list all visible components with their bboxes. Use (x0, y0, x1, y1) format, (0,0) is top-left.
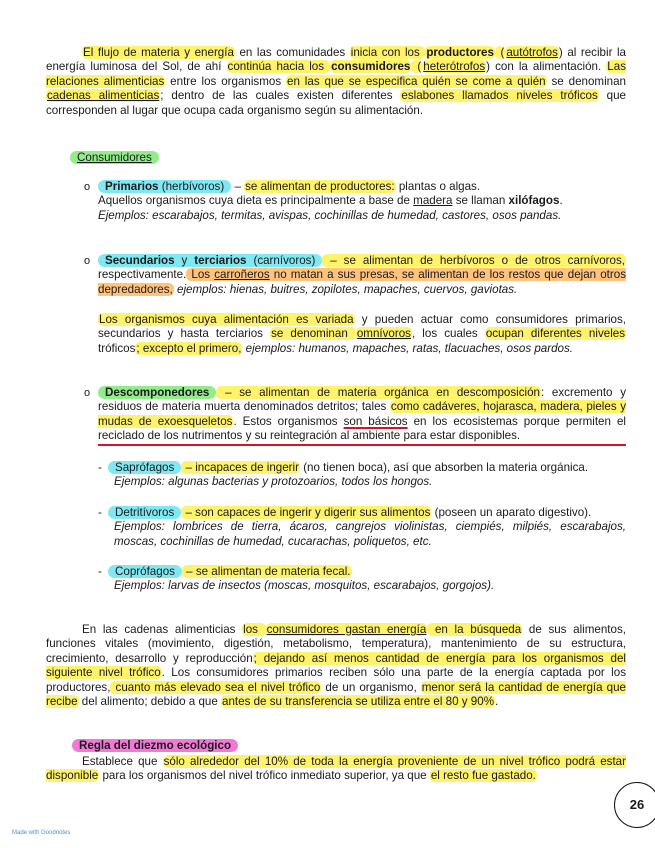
saprofagos-label: Saprófagos (108, 461, 181, 474)
regla-heading: Regla del diezmo ecológico (72, 739, 238, 753)
intro-paragraph: El flujo de materia y energía en las comunidades inicia con los productores ( autótrofos) al recibir la energía luminosa del Sol, de ahí continúa hacia los consumidores ( heterótrofos) con la alimentación. Las relaciones alimenticias entre los organismos en las que se especifica quién se come a quién se denominan cadenas alimenticias; dentro de las cuales existen diferentes eslabones llamados niveles tróficos que corresponden al lugar que ocupa cada organismo según su alimentación. (46, 46, 626, 117)
saprofagos-examples: Ejemplos: algunas bacterias y protozoarios, todos los hongos. (114, 475, 433, 489)
detritivoros-label: Detritívoros (108, 506, 181, 519)
carroneros-highlight: Los carroñeros no matan a sus presas, se alimentan de los restos que dejan otros depredadores, (98, 268, 626, 296)
intro-highlight: El flujo de materia y energía (83, 46, 234, 59)
secundarios-block: Secundarios y terciarios (carnívoros) – se alimentan de herbívoros o de otros carnívoros, respectivamente. Los carroñeros no matan a sus presas, se alimentan de los restos que dejan otros depredadores, ejemplos: hienas, buitres, zopilotes, mapaches, cuervos, gaviotas. (98, 254, 626, 296)
dash-detritivoros: - (98, 506, 102, 519)
detritivoros-block: Detritívoros – son capaces de ingerir y digerir sus alimentos (poseen un aparato digestivo). Ejemplos: lombrices de tierra, ácaros, cangrejos violinistas, ciempiés, milpiés, escarabajos, moscas, cochinillas de humedad, cucarachas, poliquetos, etc. (108, 506, 626, 549)
cadenas-alimenticias-term: cadenas alimenticias (47, 89, 160, 103)
coprofagos-label: Coprófagos (108, 565, 182, 578)
secundarios-examples: ejemplos: hienas, buitres, zopilotes, mapaches, cuervos, gaviotas. (173, 282, 518, 296)
dash-coprofagos: - (98, 565, 102, 578)
xilofagos-term: xilófagos (508, 194, 560, 208)
detritivoros-examples: Ejemplos: lombrices de tierra, ácaros, cangrejos violinistas, ciempiés, milpiés, escarabajos, moscas, cochinillas de humedad, cucarachas, poliquetos, etc. (114, 520, 626, 548)
primarios-label: Primarios (herbívoros) (98, 180, 231, 193)
productores-term: productores (426, 46, 494, 59)
omnivoros-examples: ejemplos: humanos, mapaches, ratas, tlacuaches, osos pardos. (242, 341, 574, 355)
consumidores-term: consumidores (331, 60, 411, 74)
omnivoros-paragraph: Los organismos cuya alimentación es variada y pueden actuar como consumidores primarios, secundarios y hasta terciarios se denominan omnívoros, los cuales ocupan diferentes niveles tróficos; excepto el primero, ejemplos: humanos, mapaches, ratas, tlacuaches, osos pardos. (98, 313, 626, 355)
coprofagos-examples: Ejemplos: larvas de insectos (moscas, mosquitos, escarabajos, gorgojos). (114, 579, 495, 593)
consumidores-heading: Consumidores (70, 151, 159, 165)
bullet-secundarios: o (84, 255, 91, 267)
coprofagos-block: Coprófagos – se alimentan de materia fecal. Ejemplos: larvas de insectos (moscas, mosquitos, escarabajos, gorgojos). (108, 565, 626, 594)
energia-paragraph: En las cadenas alimenticias los consumidores gastan energía en la búsqueda de sus alimentos, funciones vitales (movimiento, digestión, metabolismo, temperatura), mantenimiento de su estructura, crecimiento, desarrollo y reproducción; dejando así menos cantidad de energía para los organismos del siguiente nivel trófico. Los consumidores primarios reciben sólo una parte de la energía captada por los productores, cuanto más elevado sea el nivel trófico de un organismo, menor será la cantidad de energía que recibe del alimento; debido a que antes de su transferencia se utiliza entre el 80 y 90%. (46, 623, 626, 709)
bullet-descomponedores: o (84, 387, 91, 399)
regla-paragraph: Establece que sólo alrededor del 10% de toda la energía proveniente de un nivel trófico podrá estar disponible para los organismos del nivel trófico inmediato superior, ya que el resto fue gastado. (46, 755, 626, 783)
bullet-primarios: o (84, 181, 91, 193)
descomponedores-label: Descomponedores (98, 386, 216, 399)
descomponedores-block: Descomponedores – se alimentan de materia orgánica en descomposición: excremento y residuos de materia muerta denominados detritos; tales como cadáveres, hojarasca, madera, pieles y mudas de exoesqueletos. Estos organismos son básicos en los ecosistemas porque permiten el reciclado de los nutrimentos y su reintegración al ambiente para estar disponibles. (98, 386, 627, 443)
goodnotes-watermark: Made with Goodnotes (12, 830, 71, 836)
secundarios-label: Secundarios y terciarios (carnívoros) (98, 254, 322, 267)
son-basicos-term: son básicos (343, 414, 408, 428)
omnivoros-term: omnívoros (356, 327, 411, 341)
primarios-block: Primarios (herbívoros) – se alimentan de productores: plantas o algas. Aquellos organismos cuya dieta es principalmente a base de madera se llaman xilófagos. Ejemplos: escarabajos, termitas, avispas, cochinillas de humedad, castores, osos pandas. (98, 180, 563, 222)
red-underline-stroke (98, 444, 626, 446)
dash-saprofagos: - (98, 461, 102, 474)
saprofagos-block: Saprófagos – incapaces de ingerir (no tienen boca), así que absorben la materia orgánica. Ejemplos: algunas bacterias y protozoarios, todos los hongos. (108, 461, 626, 490)
page-number: 26 (614, 782, 655, 828)
primarios-examples: Ejemplos: escarabajos, termitas, avispas, cochinillas de humedad, castores, osos pandas. (98, 208, 562, 222)
